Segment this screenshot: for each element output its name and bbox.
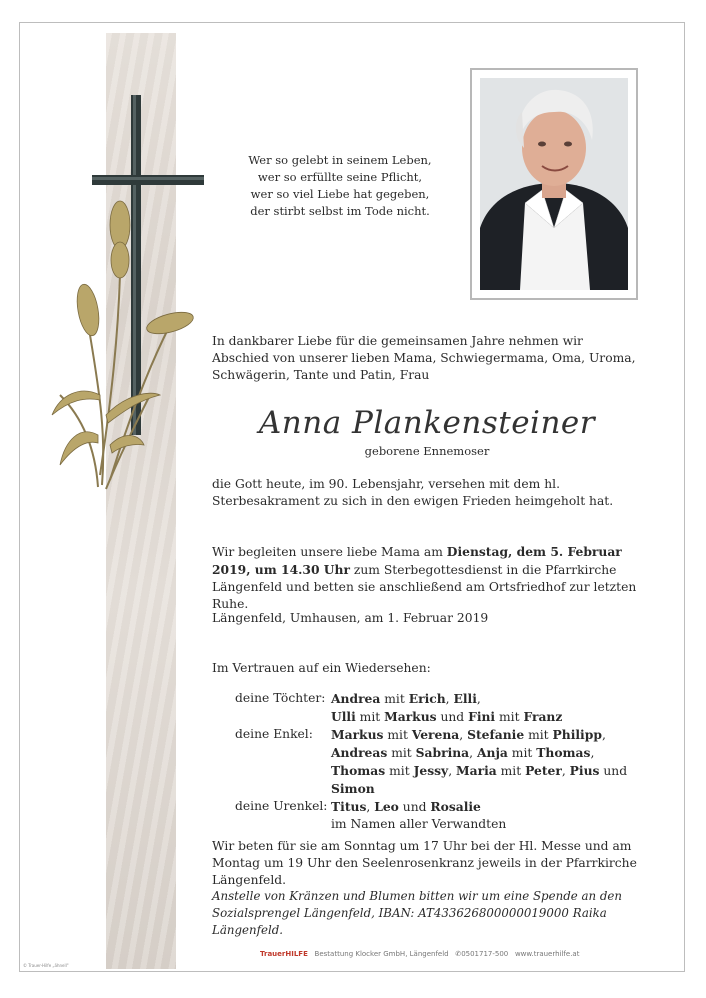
trust-line: Im Vertrauen auf ein Wiedersehen: — [212, 661, 431, 675]
family-line: Andrea mit Erich, Elli, — [331, 691, 481, 706]
cross-wheat-icon — [40, 95, 210, 495]
poem-line: der stirbt selbst im Tode nicht. — [250, 204, 430, 218]
portrait-photo — [480, 78, 628, 290]
passing-text: die Gott heute, im 90. Lebensjahr, versehen mit dem hl. Sterbesakrament zu sich in den ewigen Frieden heimgeholt hat. — [212, 477, 614, 508]
funeral-post: zum Sterbegottesdienst in die Pfarrkirche Längenfeld und betten sie anschließend am Ortsfriedhof zur letzten Ruhe. — [212, 563, 637, 611]
company-name: Bestattung Klocker GmbH, Längenfeld — [314, 950, 449, 958]
donation-text: Anstelle von Kränzen und Blumen bitten wir um eine Spende an den Sozialsprengel Längenfeld, IBAN: AT433626800000019000 Raika Längenfeld. — [212, 889, 622, 937]
copyright-note: © Trauer-Hilfe „ähnell" — [23, 963, 69, 968]
deceased-name: Anna Plankensteiner — [258, 405, 596, 441]
poem — [240, 152, 440, 220]
family-list — [235, 690, 655, 833]
intro-text: In dankbarer Liebe für die gemeinsamen Jahre nehmen wir Abschied von unserer lieben Mama, Schwiegermama, Oma, Uroma, Schwägerin, Tante und Patin, Frau — [212, 334, 636, 382]
relation-label: deine Enkel: — [235, 727, 313, 741]
trauerhilfe-logo: TrauerHILFE — [260, 950, 308, 958]
poem-line: wer so erfüllte seine Pflicht, — [257, 170, 423, 184]
relation-label: deine Töchter: — [235, 691, 326, 705]
place-date: Längenfeld, Umhausen, am 1. Februar 2019 — [212, 611, 489, 625]
family-line: Ulli mit Markus und Fini mit Franz — [331, 709, 563, 724]
prayer-text: Wir beten für sie am Sonntag um 17 Uhr bei der Hl. Messe und am Montag um 19 Uhr den Seelenrosenkranz jeweils in der Pfarrkirche Längenfeld. — [212, 839, 637, 887]
footer — [260, 950, 660, 958]
birth-name: geborene Ennemoser — [364, 444, 490, 458]
family-line: Titus, Leo und Rosalie — [331, 799, 481, 814]
relation-label: deine Urenkel: — [235, 799, 328, 813]
funeral-date: Dienstag, dem 5. Februar 2019, um 14.30 Uhr — [212, 544, 622, 577]
family-line: Andreas mit Sabrina, Anja mit Thomas, — [331, 745, 595, 760]
poem-line: wer so viel Liebe hat gegeben, — [250, 187, 430, 201]
family-line: im Namen aller Verwandten — [331, 817, 507, 831]
poem-line: Wer so gelebt in seinem Leben, — [248, 153, 432, 167]
funeral-pre: Wir begleiten unsere liebe Mama am — [212, 545, 447, 559]
family-line: Thomas mit Jessy, Maria mit Peter, Pius und Simon — [331, 763, 628, 796]
website-link[interactable]: www.trauerhilfe.at — [514, 950, 580, 958]
family-line: Markus mit Verena, Stefanie mit Philipp, — [331, 727, 606, 742]
phone-icon: ✆ — [455, 950, 462, 958]
funeral-text — [212, 543, 642, 613]
phone-number: 0501717-500 — [461, 950, 509, 958]
